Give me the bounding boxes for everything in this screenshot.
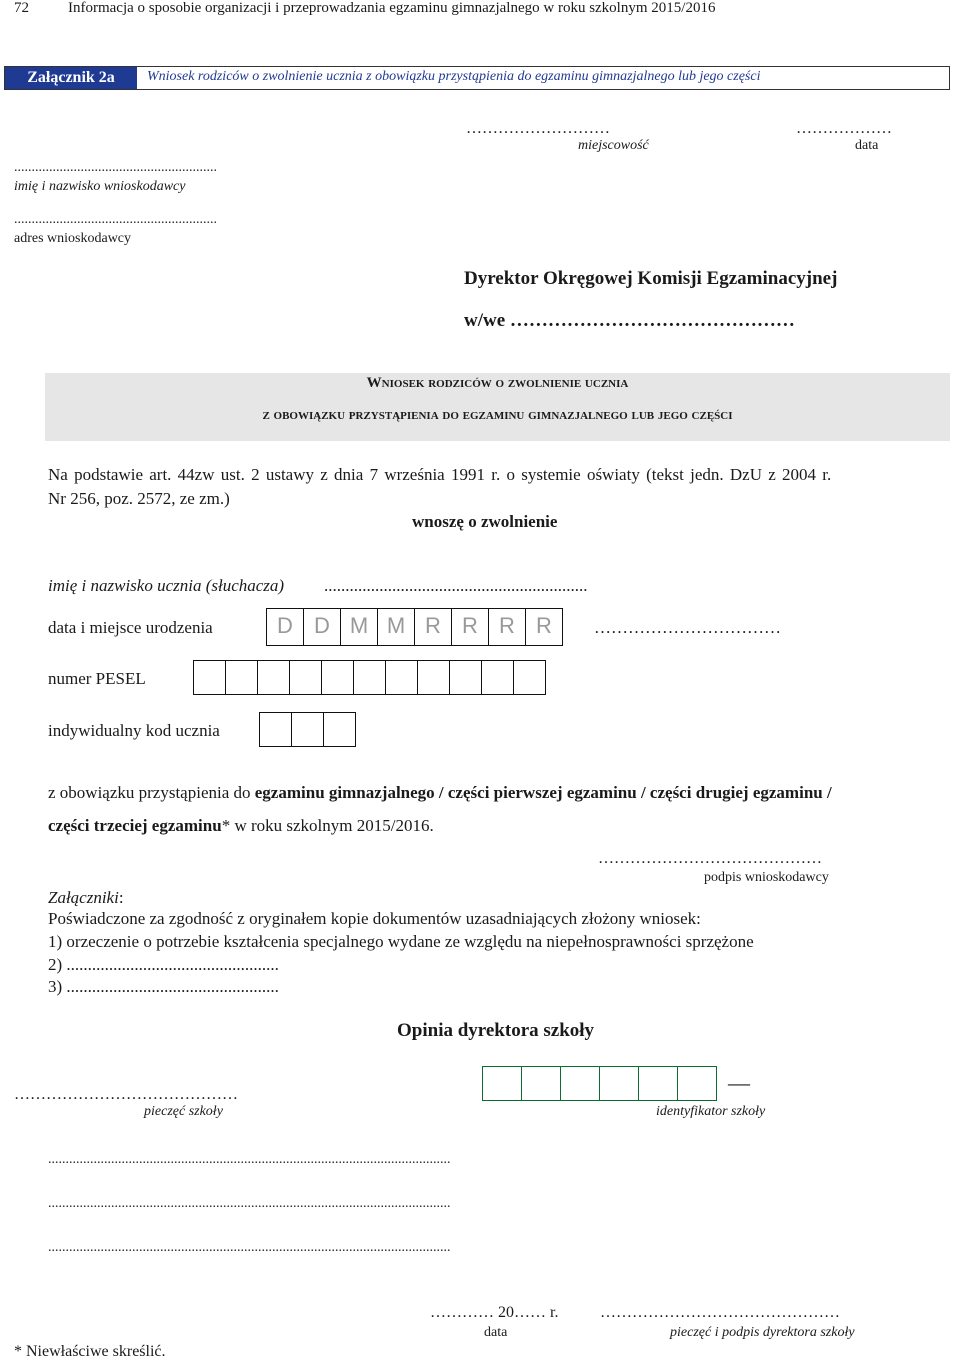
form-title-box (45, 373, 950, 441)
recipient-line1: Dyrektor Okręgowej Komisji Egzaminacyjnej (464, 268, 838, 289)
stamp-dots: …………………………………… (14, 1086, 238, 1103)
director-sign-dots: ……………………………………… (600, 1304, 840, 1321)
opinion-line: ................................................................................................................... (48, 1196, 451, 1211)
request-text: wnoszę o zwolnienie (412, 512, 558, 531)
input-box[interactable] (193, 660, 226, 695)
attachments-heading (48, 888, 124, 908)
code-label: indywidualny kod ucznia (48, 721, 220, 740)
pesel-label: numer PESEL (48, 669, 146, 688)
birth-place-dots: …………………………… (594, 618, 781, 637)
input-box[interactable] (323, 712, 356, 747)
exemption-bold1: egzaminu gimnazjalnego / części pierwszej egzaminu / części drugiej egzaminu / (254, 783, 832, 802)
page-header-title: Informacja o sposobie organizacji i przeprowadzania egzaminu gimnazjalnego w roku szkolnym 2015/2016 (68, 0, 716, 16)
input-box[interactable] (560, 1066, 600, 1101)
opinion-title: Opinia dyrektora szkoły (397, 1020, 595, 1041)
recipient-line2: w/we ……………………………………… (464, 310, 795, 331)
page-number: 72 (14, 0, 29, 16)
input-box[interactable]: R (451, 608, 489, 646)
input-box[interactable] (353, 660, 386, 695)
annex-description: Wniosek rodziców o zwolnienie ucznia z obowiązku przystąpienia do egzaminu gimnazjalnego lub jego części (147, 69, 761, 84)
attachments-label: Załączniki (48, 888, 119, 907)
opinion-date-label: data (484, 1325, 508, 1340)
annex-label: Załącznik 2a (5, 67, 137, 89)
opinion-line: ................................................................................................................... (48, 1152, 451, 1167)
input-box[interactable]: R (414, 608, 452, 646)
input-box[interactable]: R (525, 608, 563, 646)
input-box[interactable] (225, 660, 258, 695)
input-box[interactable]: D (303, 608, 341, 646)
input-box[interactable] (257, 660, 290, 695)
input-box[interactable] (521, 1066, 561, 1101)
applicant-name-label: imię i nazwisko wnioskodawcy (14, 179, 186, 194)
signature-label: podpis wnioskodawcy (704, 870, 829, 885)
input-box[interactable] (482, 1066, 522, 1101)
place-dots: ……………………… (466, 120, 610, 137)
input-box[interactable] (385, 660, 418, 695)
input-box[interactable] (289, 660, 322, 695)
attachment-item: 1) orzeczenie o potrzebie kształcenia specjalnego wydane ze względu na niepełnosprawności sprzężone (48, 932, 754, 951)
input-box[interactable] (677, 1066, 717, 1101)
input-box[interactable] (417, 660, 450, 695)
applicant-address-dots: .......................................................... (14, 212, 217, 227)
student-name-dots: .............................................................. (324, 576, 588, 595)
birth-label: data i miejsce urodzenia (48, 618, 213, 637)
annex-banner (4, 66, 950, 90)
input-box[interactable] (513, 660, 546, 695)
exemption-tail: * w roku szkolnym 2015/2016. (221, 816, 434, 835)
exemption-line1 (48, 783, 832, 803)
stamp-label: pieczęć szkoły (144, 1104, 223, 1119)
input-box[interactable]: M (377, 608, 415, 646)
attachment-item: 2) .................................................. (48, 955, 279, 974)
exemption-bold2: części trzeciej egzaminu (48, 816, 222, 835)
signature-dots: …………………………………… (598, 850, 822, 867)
opinion-date-text: ………… 20…… r. (430, 1304, 559, 1321)
footnote: * Niewłaściwe skreślić. (14, 1343, 166, 1360)
input-box[interactable] (449, 660, 482, 695)
form-title-line2: z obowiązku przystąpienia do egzaminu gimnazjalnego lub jego części (262, 407, 733, 423)
attachment-item: 3) .................................................. (48, 977, 279, 996)
exemption-lead: z obowiązku przystąpienia do (48, 783, 255, 802)
input-box[interactable]: D (266, 608, 304, 646)
legal-basis-line1: Na podstawie art. 44zw ust. 2 ustawy z dnia 7 września 1991 r. o systemie oświaty (tekst jedn. DzU z 2004 r. (48, 465, 832, 484)
student-name-label: imię i nazwisko ucznia (słuchacza) (48, 576, 285, 595)
opinion-line: ................................................................................................................... (48, 1240, 451, 1255)
id-dash: — (728, 1070, 750, 1095)
input-box[interactable] (291, 712, 324, 747)
exemption-line2 (48, 816, 434, 836)
attachments-intro: Poświadczone za zgodność z oryginałem kopie dokumentów uzasadniających złożony wniosek: (48, 909, 701, 928)
attachments-colon: : (118, 888, 124, 907)
director-sign-label: pieczęć i podpis dyrektora szkoły (670, 1325, 855, 1340)
date-dots: ……………… (796, 120, 892, 137)
applicant-name-dots: .......................................................... (14, 160, 217, 175)
input-box[interactable] (321, 660, 354, 695)
input-box[interactable] (259, 712, 292, 747)
legal-basis-line2: Nr 256, poz. 2572, ze zm.) (48, 489, 230, 508)
form-title-line1: Wniosek rodziców o zwolnienie ucznia (366, 375, 629, 391)
applicant-address-label: adres wnioskodawcy (14, 231, 132, 246)
input-box[interactable] (638, 1066, 678, 1101)
input-box[interactable]: R (488, 608, 526, 646)
date-label: data (855, 138, 879, 153)
input-box[interactable] (599, 1066, 639, 1101)
input-box[interactable]: M (340, 608, 378, 646)
school-id-label: identyfikator szkoły (656, 1104, 766, 1119)
input-box[interactable] (481, 660, 514, 695)
place-label: miejscowość (578, 138, 649, 153)
